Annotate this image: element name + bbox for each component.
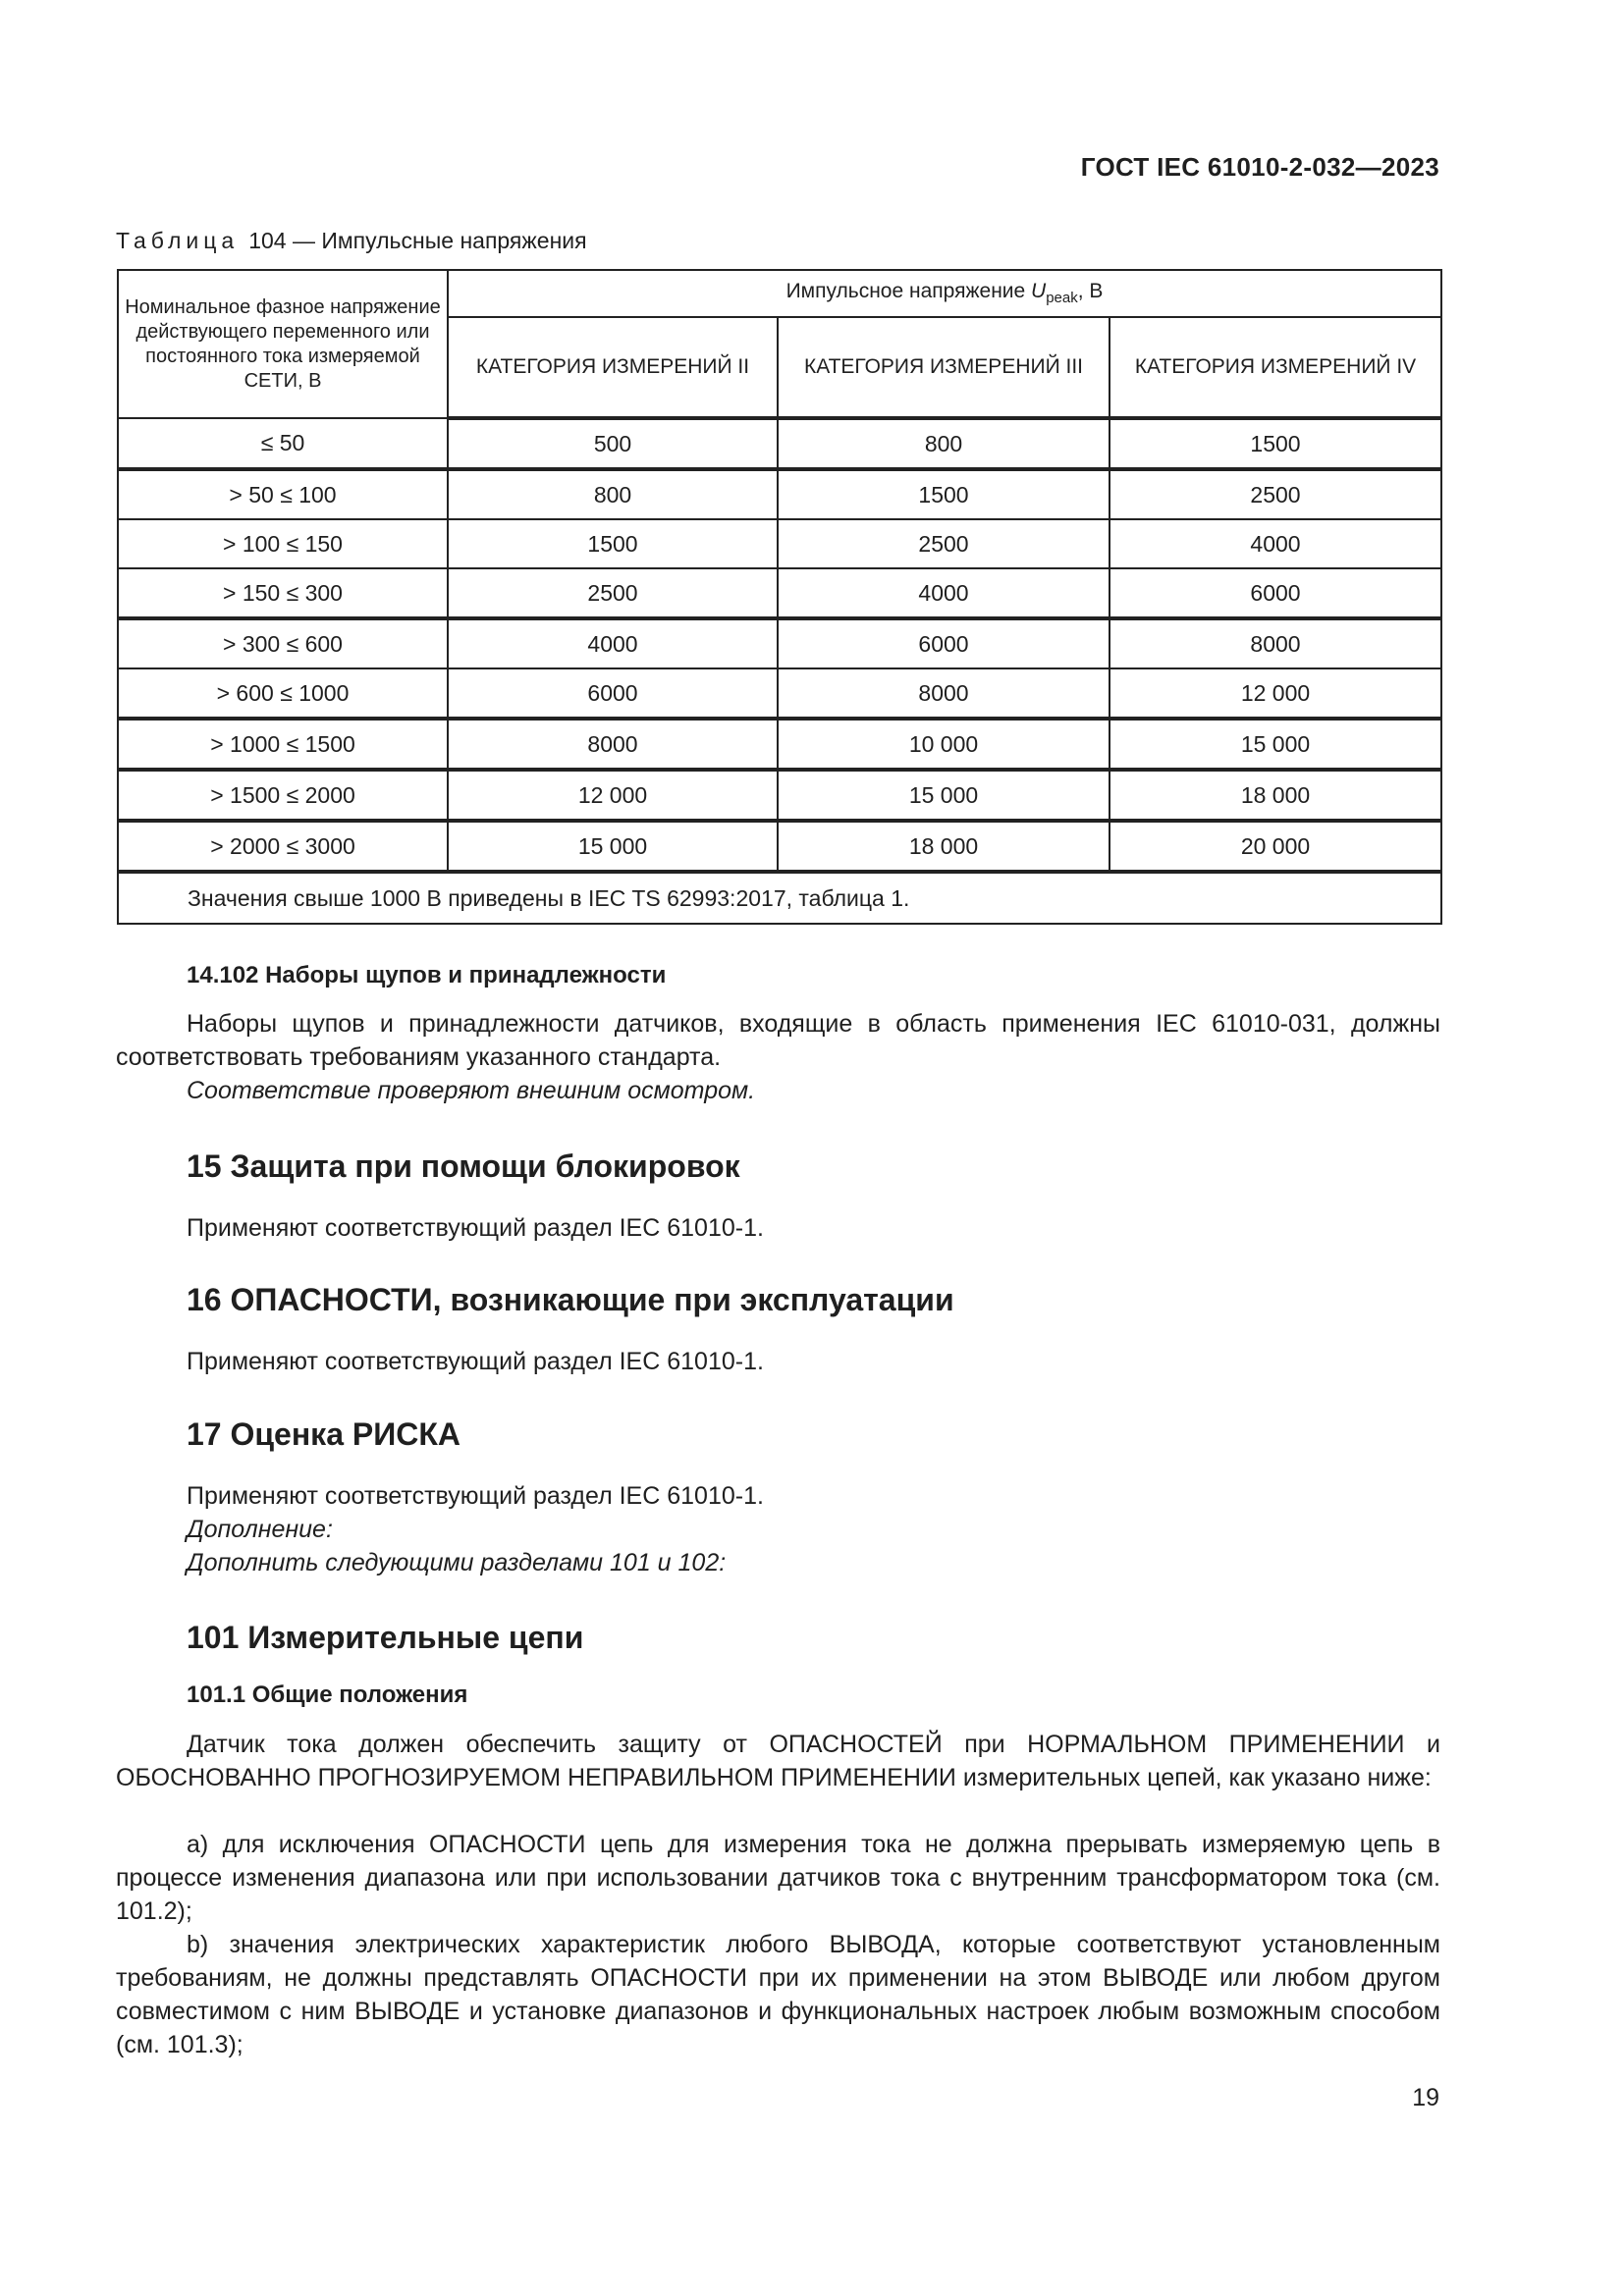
cell-voltage-range: > 150 ≤ 300 <box>118 568 448 618</box>
heading-section-16: 16 ОПАСНОСТИ, возникающие при эксплуатации <box>187 1282 954 1317</box>
cell-value: 8000 <box>1110 618 1441 668</box>
table-caption-title: 104 — Импульсные напряжения <box>248 228 587 253</box>
cell-voltage-range: ≤ 50 <box>118 418 448 469</box>
table-caption-prefix: Таблица <box>116 228 240 253</box>
compliance-check-14-102: Соответствие проверяют внешним осмотром. <box>187 1077 756 1104</box>
cell-voltage-range: > 1000 ≤ 1500 <box>118 719 448 770</box>
cell-value: 10 000 <box>778 719 1110 770</box>
group-header-unit: , В <box>1077 280 1104 303</box>
table-row <box>118 618 1441 668</box>
cell-value: 4000 <box>1110 519 1441 568</box>
table-row <box>118 770 1441 821</box>
cell-value: 4000 <box>448 618 778 668</box>
cell-value: 18 000 <box>778 821 1110 872</box>
heading-101-1: 101.1 Общие положения <box>187 1682 468 1708</box>
cell-value: 1500 <box>1110 418 1441 469</box>
table-caption <box>116 228 587 254</box>
column-header-cat-iv: КАТЕГОРИЯ ИЗМЕРЕНИЙ IV <box>1110 317 1441 418</box>
table-note-row <box>118 872 1441 924</box>
table-note: Значения свыше 1000 В приведены в IEC TS 62993:2017, таблица 1. <box>118 872 1441 924</box>
cell-value: 1500 <box>448 519 778 568</box>
table-row <box>118 568 1441 618</box>
group-header-impulse-voltage <box>448 270 1441 317</box>
paragraph-section-17: Применяют соответствующий раздел IEC 61010-1. <box>187 1482 764 1510</box>
cell-value: 8000 <box>778 668 1110 719</box>
group-header-symbol: U <box>1031 280 1047 303</box>
column-header-cat-iii: КАТЕГОРИЯ ИЗМЕРЕНИЙ III <box>778 317 1110 418</box>
heading-section-15: 15 Защита при помощи блокировок <box>187 1148 740 1184</box>
cell-value: 2500 <box>1110 469 1441 519</box>
group-header-subscript: peak <box>1046 290 1078 307</box>
heading-14-102: 14.102 Наборы щупов и принадлежности <box>187 962 667 988</box>
cell-value: 12 000 <box>1110 668 1441 719</box>
cell-voltage-range: > 1500 ≤ 2000 <box>118 770 448 821</box>
paragraph-section-16: Применяют соответствующий раздел IEC 61010-1. <box>187 1348 764 1375</box>
cell-value: 500 <box>448 418 778 469</box>
cell-value: 6000 <box>778 618 1110 668</box>
table-row <box>118 668 1441 719</box>
cell-voltage-range: > 2000 ≤ 3000 <box>118 821 448 872</box>
cell-voltage-range: > 600 ≤ 1000 <box>118 668 448 719</box>
addition-label: Дополнение: <box>187 1516 333 1543</box>
cell-value: 2500 <box>448 568 778 618</box>
row-header-nominal-voltage: Номинальное фазное напряжение действующего переменного или постоянного тока измеряемой СЕТИ, В <box>118 270 448 418</box>
heading-section-17: 17 Оценка РИСКА <box>187 1416 460 1452</box>
cell-value: 12 000 <box>448 770 778 821</box>
paragraph-14-102: Наборы щупов и принадлежности датчиков, входящие в область применения IEC 61010-031, должны соответствовать требованиям указанного стандарта. <box>116 1010 1440 1071</box>
cell-value: 6000 <box>1110 568 1441 618</box>
table-row <box>118 719 1441 770</box>
cell-value: 2500 <box>778 519 1110 568</box>
heading-section-101: 101 Измерительные цепи <box>187 1620 584 1655</box>
group-header-text: Импульсное напряжение <box>785 280 1032 303</box>
cell-value: 6000 <box>448 668 778 719</box>
column-header-cat-ii: КАТЕГОРИЯ ИЗМЕРЕНИЙ II <box>448 317 778 418</box>
cell-voltage-range: > 50 ≤ 100 <box>118 469 448 519</box>
cell-value: 15 000 <box>1110 719 1441 770</box>
list-item-b: b) значения электрических характеристик любого ВЫВОДА, которые соответствуют установленным требованиям, не должны представлять ОПАСНОСТИ при их применении на этом ВЫВОДЕ или любом другом совместимом с ним ВЫВОДЕ и установке диапазонов и функциональных настроек любым возможным способом (см. 101.3); <box>116 1931 1440 2058</box>
paragraph-section-15: Применяют соответствующий раздел IEC 61010-1. <box>187 1214 764 1242</box>
cell-value: 18 000 <box>1110 770 1441 821</box>
cell-voltage-range: > 300 ≤ 600 <box>118 618 448 668</box>
table-row <box>118 469 1441 519</box>
table-row <box>118 519 1441 568</box>
cell-value: 4000 <box>778 568 1110 618</box>
cell-voltage-range: > 100 ≤ 150 <box>118 519 448 568</box>
addition-text: Дополнить следующими разделами 101 и 102: <box>187 1549 727 1576</box>
cell-value: 800 <box>778 418 1110 469</box>
cell-value: 1500 <box>778 469 1110 519</box>
paragraph-101-1-intro: Датчик тока должен обеспечить защиту от ОПАСНОСТЕЙ при НОРМАЛЬНОМ ПРИМЕНЕНИИ и ОБОСНОВАННО ПРОГНОЗИРУЕМОМ НЕПРАВИЛЬНОМ ПРИМЕНЕНИИ измерительных цепей, как указано ниже: <box>116 1731 1440 1791</box>
document-id-header: ГОСТ IEC 61010-2-032—2023 <box>1080 152 1439 182</box>
table-row <box>118 418 1441 469</box>
cell-value: 15 000 <box>448 821 778 872</box>
list-item-a: a) для исключения ОПАСНОСТИ цепь для измерения тока не должна прерывать измеряемую цепь в процессе изменения диапазона или при использовании датчиков тока с внутренним трансформатором тока (см. 101.2); <box>116 1831 1440 1925</box>
cell-value: 15 000 <box>778 770 1110 821</box>
impulse-voltage-table <box>117 269 1442 925</box>
table-row <box>118 821 1441 872</box>
cell-value: 800 <box>448 469 778 519</box>
cell-value: 20 000 <box>1110 821 1441 872</box>
cell-value: 8000 <box>448 719 778 770</box>
page-number: 19 <box>1412 2084 1439 2111</box>
